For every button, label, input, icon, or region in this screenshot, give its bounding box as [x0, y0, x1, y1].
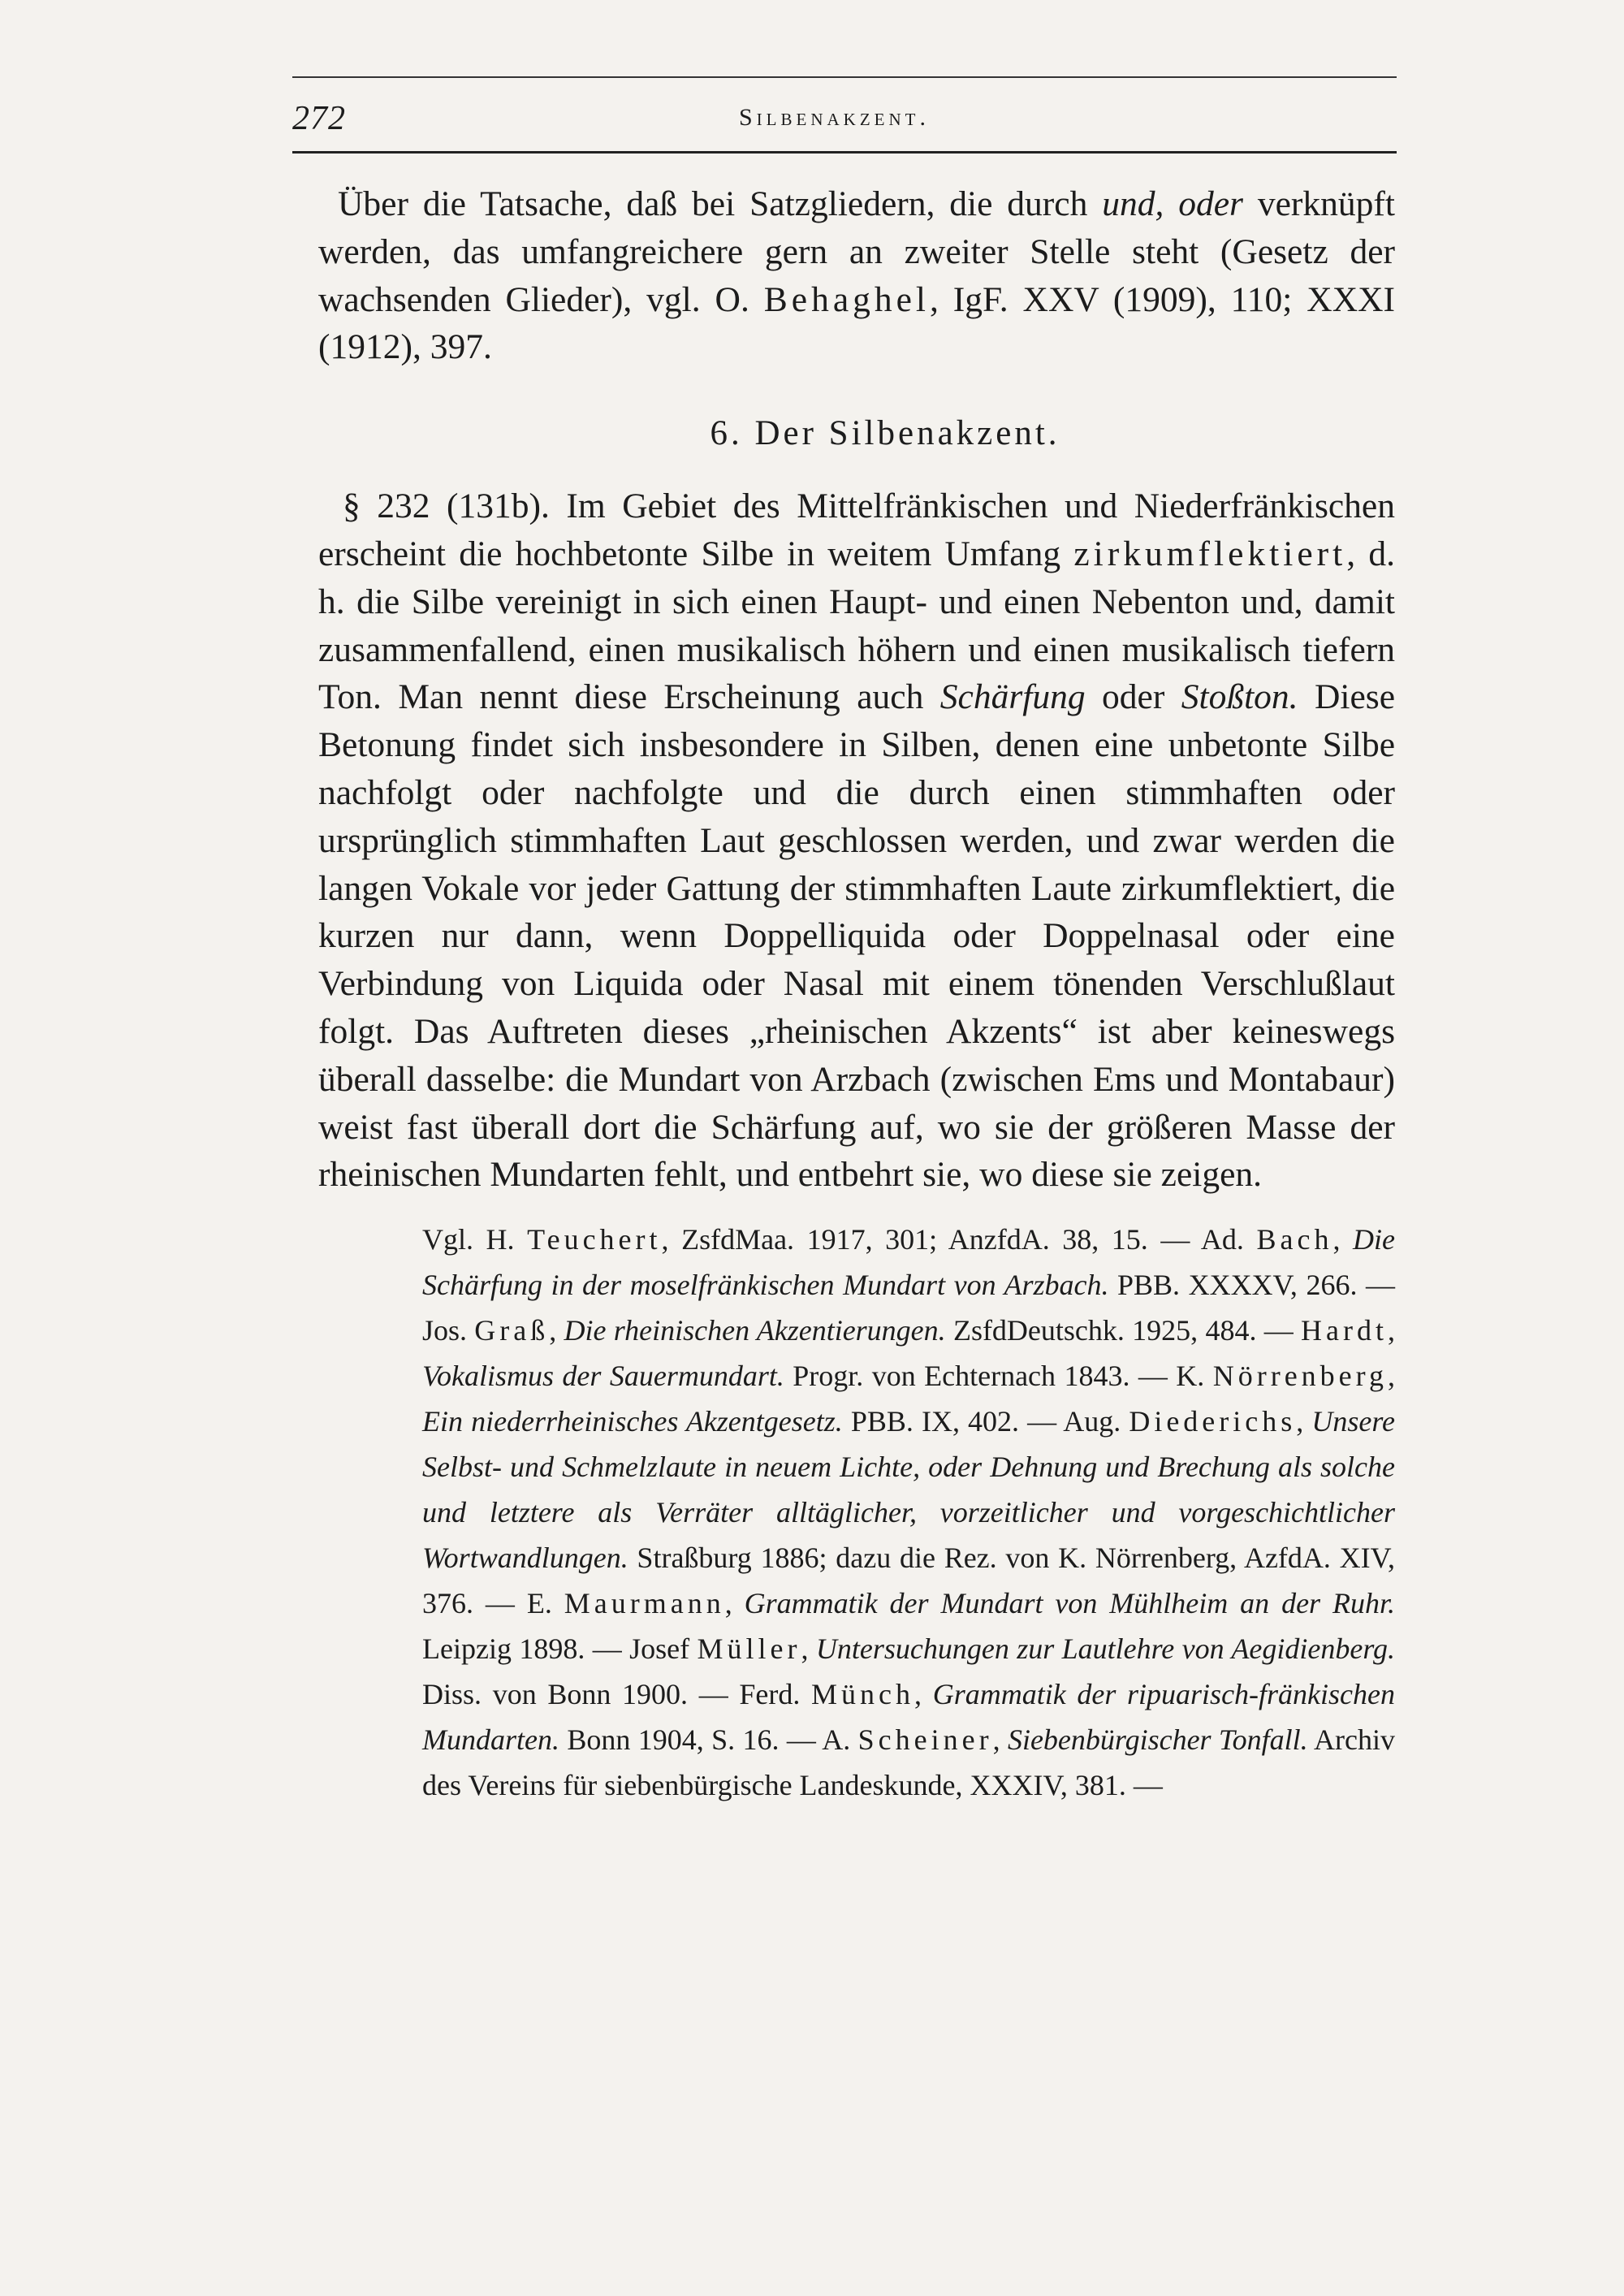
author-name: Behaghel: [763, 279, 931, 319]
paragraph-section-232: [318, 482, 1395, 1199]
ref-author: Münch: [811, 1678, 915, 1711]
text-run: verknüpft werden, das umfangreichere gern an zweiter Stelle steht (Gesetz der wachsenden Glieder), vgl. O.: [318, 184, 1395, 319]
ref-title: Untersuchungen zur Lautlehre von Aegidienberg.: [815, 1632, 1395, 1666]
ref-run: , ZsfdMaa. 1917, 301; AnzfdA. 38, 15. — Ad.: [661, 1223, 1257, 1256]
ref-run: ,: [549, 1314, 564, 1347]
ref-title: Grammatik der ripuarisch-fränkischen Mundarten.: [422, 1678, 1395, 1757]
ref-run: ,: [1332, 1223, 1354, 1256]
page-body: [318, 180, 1395, 1808]
ref-author: Müller: [697, 1632, 801, 1666]
header-bottom-rule: [292, 151, 1397, 153]
ref-run: ,: [992, 1723, 1008, 1757]
running-head: Silbenakzent.: [739, 104, 930, 131]
ref-title: Die Schärfung in der moselfränkischen Mundart von Arzbach.: [422, 1223, 1396, 1302]
page-header: [292, 76, 1397, 156]
ref-run: PBB. IX, 402. — Aug.: [842, 1405, 1129, 1438]
ref-author: Nörrenberg: [1212, 1360, 1388, 1393]
ref-author: Maurmann: [564, 1587, 725, 1620]
ref-run: PBB. XXXXV, 266. — Jos.: [422, 1269, 1395, 1347]
ref-run: ,: [724, 1587, 745, 1620]
text-run: § 232 (131b). Im Gebiet des Mittelfränkischen und Niederfränkischen erscheint die hochbetonte Silbe in weitem Umfang: [318, 486, 1395, 573]
italic-run: und, oder: [1102, 184, 1243, 223]
ref-run: ,: [1387, 1314, 1395, 1347]
ref-author: Hardt: [1301, 1314, 1388, 1347]
ref-run: Straßburg 1886; dazu die Rez. von K. Nörrenberg, AzfdA. XIV, 376. — E.: [422, 1541, 1395, 1620]
ref-author: Teuchert: [527, 1223, 662, 1256]
text-run: oder: [1085, 677, 1181, 717]
ref-run: Archiv des Vereins für siebenbürgische Landeskunde, XXXIV, 381. —: [422, 1723, 1396, 1802]
text-run: , IgF. XXV (1909), 110; XXXI (1912), 397.: [318, 279, 1396, 367]
ref-run: Bonn 1904, S. 16. — A.: [559, 1723, 858, 1757]
page-number: 272: [292, 100, 346, 137]
text-run: Über die Tatsache, daß bei Satzgliedern, die durch: [338, 184, 1103, 223]
ref-run: ,: [1388, 1360, 1395, 1393]
ref-run: Progr. von Echternach 1843. — K.: [784, 1360, 1213, 1393]
ref-author: Graß: [474, 1314, 550, 1347]
ref-run: ZsfdDeutschk. 1925, 484. —: [945, 1314, 1302, 1347]
ref-author: Scheiner: [857, 1723, 993, 1757]
text-run: Diese Betonung findet sich insbesondere in Silben, denen eine unbetonte Silbe nachfolgt oder nachfolgte und die durch einen stimmhaften oder ursprünglich stimmhaften Laut geschlossen werden, und zwar werden die langen Vokale vor jeder Gattung der stimmhaften Laute zirkumflektiert, die kurzen nur dann, wenn Doppelliquida oder Doppelnasal oder eine Verbindung von Liquida oder Nasal mit einem tönenden Verschlußlaut folgt. Das Auftreten dieses „rheinischen Akzents“ ist aber keineswegs überall dasselbe: die Mundart von Arzbach (zwischen Ems und Montabaur) weist fast überall dort die Schärfung auf, wo sie der größeren Masse der rheinischen Mundarten fehlt, und entbehrt sie, wo diese sie zeigen.: [318, 677, 1395, 1195]
ref-title: Die rheinischen Akzentierungen.: [564, 1314, 946, 1347]
paragraph-intro: [318, 180, 1395, 371]
ref-run: ,: [914, 1678, 933, 1711]
ref-author: Diederichs: [1129, 1405, 1297, 1438]
ref-run: Vgl. H.: [422, 1223, 528, 1256]
ref-title: Grammatik der Mundart von Mühlheim an der Ruhr.: [744, 1587, 1395, 1620]
ref-author: Bach: [1256, 1223, 1333, 1256]
references-block: [318, 1217, 1395, 1808]
references-text: [422, 1217, 1395, 1808]
ref-run: ,: [801, 1632, 816, 1666]
section-heading: 6. Der Silbenakzent.: [710, 414, 1060, 453]
ref-title: Ein niederrheinisches Akzentgesetz.: [422, 1405, 843, 1438]
italic-run: Schärfung: [939, 677, 1086, 717]
ref-title: Unsere Selbst- und Schmelzlaute in neuem Lichte, oder Dehnung und Brechung als solche und letztere als Verräter alltäglicher, vorzeitlicher und vorgeschichtlicher Wortwandlungen.: [422, 1405, 1395, 1575]
emphasized-term: zirkumflektiert: [1073, 534, 1347, 573]
italic-run: Stoßton.: [1181, 677, 1298, 717]
text-run: , d. h. die Silbe vereinigt in sich einen Haupt- und einen Nebenton und, damit zusammenfallend, einen musikalisch höhern und einen musikalisch tiefern Ton. Man nennt diese Erscheinung auch: [318, 534, 1395, 717]
header-top-rule: [292, 76, 1397, 78]
ref-title: Siebenbürgischer Tonfall.: [1007, 1723, 1308, 1757]
ref-run: ,: [1296, 1405, 1312, 1438]
ref-run: Leipzig 1898. — Josef: [422, 1632, 698, 1666]
ref-run: Diss. von Bonn 1900. — Ferd.: [422, 1678, 812, 1711]
ref-title: Vokalismus der Sauermundart.: [422, 1360, 784, 1393]
